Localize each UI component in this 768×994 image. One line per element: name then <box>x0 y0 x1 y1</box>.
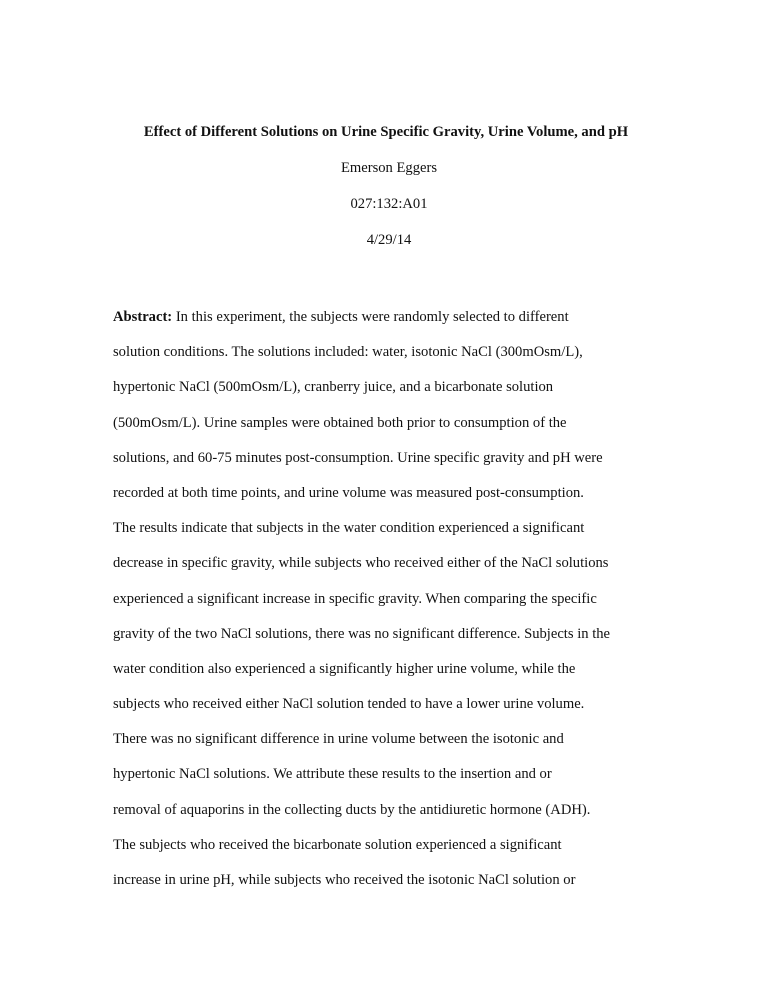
abstract-section <box>113 300 658 898</box>
abstract-line-6: recorded at both time points, and urine volume was measured post-consumption. <box>113 484 584 501</box>
abstract-line-7: The results indicate that subjects in the water condition experienced a significant <box>113 520 585 537</box>
title-block <box>0 122 768 266</box>
abstract-label: Abstract: <box>113 309 173 325</box>
abstract-line-16: The subjects who received the bicarbonate solution experienced a significant <box>113 836 562 853</box>
abstract-line-3: hypertonic NaCl (500mOsm/L), cranberry juice, and a bicarbonate solution <box>113 379 554 396</box>
abstract-line-14: hypertonic NaCl solutions. We attribute these results to the insertion and or <box>113 766 552 783</box>
abstract-line-15: removal of aquaporins in the collecting ducts by the antidiuretic hormone (ADH). <box>113 801 591 818</box>
abstract-line-17: increase in urine pH, while subjects who received the isotonic NaCl solution or <box>113 872 576 888</box>
abstract-line-10: gravity of the two NaCl solutions, there was no significant difference. Subjects in the <box>113 625 611 642</box>
abstract-line-8: decrease in specific gravity, while subjects who received either of the NaCl solutions <box>113 555 609 572</box>
abstract-line-9: experienced a significant increase in specific gravity. When comparing the specific <box>113 590 597 607</box>
abstract-line-2: solution conditions. The solutions included: water, isotonic NaCl (300mOsm/L), <box>113 344 583 361</box>
author-name: Emerson Eggers <box>340 160 438 176</box>
abstract-line-5: solutions, and 60-75 minutes post-consumption. Urine specific gravity and pH were <box>113 449 603 466</box>
abstract-line-12: subjects who received either NaCl solution tended to have a lower urine volume. <box>113 696 585 713</box>
abstract-line-13: There was no significant difference in urine volume between the isotonic and <box>113 731 564 748</box>
course-code: 027:132:A01 <box>350 196 428 212</box>
paper-title: Effect of Different Solutions on Urine Specific Gravity, Urine Volume, and pH <box>143 124 629 140</box>
abstract-line-11: water condition also experienced a significantly higher urine volume, while the <box>113 660 576 677</box>
abstract-line-4: (500mOsm/L). Urine samples were obtained both prior to consumption of the <box>113 414 567 431</box>
abstract-line-text: In this experiment, the subjects were randomly selected to different <box>172 309 569 325</box>
abstract-line-1 <box>113 300 658 335</box>
paper-date: 4/29/14 <box>366 232 412 248</box>
